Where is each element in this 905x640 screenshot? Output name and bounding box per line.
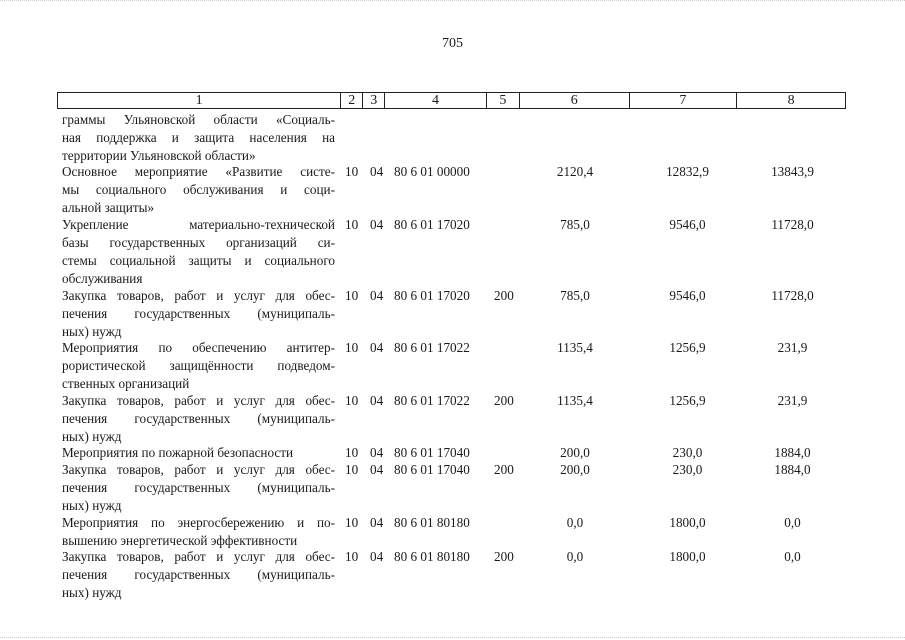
cell-c6: 785,0 bbox=[560, 288, 590, 303]
cell-c4: 80 6 01 17020 bbox=[394, 217, 470, 232]
description-line: Закупка товаров, работ и услуг для обес- bbox=[62, 288, 335, 303]
cell-c3: 04 bbox=[370, 217, 384, 232]
cell-c8: 231,9 bbox=[777, 340, 808, 355]
row-description bbox=[62, 514, 335, 550]
description-line: Укрепление материально-технической bbox=[62, 217, 335, 232]
cell-c3: 04 bbox=[370, 393, 384, 408]
cell-c6: 1135,4 bbox=[557, 393, 593, 408]
cell-c4: 80 6 01 17022 bbox=[394, 340, 470, 355]
row-description bbox=[62, 444, 335, 462]
cell-c7: 9546,0 bbox=[669, 288, 706, 303]
cell-c8: 11728,0 bbox=[771, 217, 814, 232]
cell-c6: 785,0 bbox=[560, 217, 590, 232]
cell-c8: 0,0 bbox=[784, 515, 801, 530]
cell-c7: 9546,0 bbox=[669, 217, 706, 232]
cell-c5: 200 bbox=[494, 288, 514, 303]
cell-c6: 1135,4 bbox=[557, 340, 593, 355]
cell-c4: 80 6 01 00000 bbox=[394, 164, 470, 179]
description-line: ственных организаций bbox=[62, 376, 190, 391]
cell-c7: 1800,0 bbox=[669, 515, 706, 530]
cell-c3: 04 bbox=[370, 549, 384, 564]
cell-c4: 80 6 01 17020 bbox=[394, 288, 470, 303]
header-col-3: 3 bbox=[363, 93, 385, 108]
cell-c2: 10 bbox=[345, 462, 359, 477]
cell-c3: 04 bbox=[370, 462, 384, 477]
header-col-2: 2 bbox=[341, 93, 363, 108]
description-line: печения государственных (муниципаль- bbox=[62, 411, 335, 426]
cell-c2: 10 bbox=[345, 340, 359, 355]
cell-c2: 10 bbox=[345, 164, 359, 179]
description-line: базы государственных организаций си- bbox=[62, 235, 335, 250]
cell-c8: 1884,0 bbox=[774, 462, 811, 477]
description-line: ная поддержка и защита населения на bbox=[62, 130, 335, 145]
cell-c4: 80 6 01 80180 bbox=[394, 549, 470, 564]
description-line: печения государственных (муниципаль- bbox=[62, 567, 335, 582]
cell-c2: 10 bbox=[345, 288, 359, 303]
cell-c5: 200 bbox=[494, 462, 514, 477]
row-description bbox=[62, 287, 335, 341]
description-line: Основное мероприятие «Развитие систе- bbox=[62, 164, 335, 179]
cell-c6: 200,0 bbox=[560, 462, 590, 477]
cell-c5: 200 bbox=[494, 549, 514, 564]
cell-c3: 04 bbox=[370, 340, 384, 355]
cell-c2: 10 bbox=[345, 445, 359, 460]
cell-c7: 12832,9 bbox=[666, 164, 709, 179]
description-line: вышению энергетической эффективности bbox=[62, 533, 298, 548]
row-description bbox=[62, 392, 335, 446]
description-line: территории Ульяновской области» bbox=[62, 148, 256, 163]
cell-c8: 231,9 bbox=[777, 393, 808, 408]
description-line: ных) нужд bbox=[62, 498, 122, 513]
page-number: 705 bbox=[442, 36, 463, 51]
header-col-7: 7 bbox=[630, 93, 738, 108]
description-line: Мероприятия по пожарной безопасности bbox=[62, 445, 294, 460]
description-line: печения государственных (муниципаль- bbox=[62, 306, 335, 321]
cell-c2: 10 bbox=[345, 217, 359, 232]
description-line: стемы социальной защиты и социального bbox=[62, 253, 335, 268]
header-col-6: 6 bbox=[520, 93, 630, 108]
description-line: альной защиты» bbox=[62, 200, 155, 215]
cell-c7: 1256,9 bbox=[669, 393, 706, 408]
cell-c4: 80 6 01 17040 bbox=[394, 445, 470, 460]
cell-c3: 04 bbox=[370, 164, 384, 179]
scan-edge-bottom bbox=[0, 631, 905, 638]
row-description bbox=[62, 461, 335, 515]
cell-c6: 2120,4 bbox=[556, 164, 594, 179]
cell-c7: 1800,0 bbox=[669, 549, 706, 564]
cell-c5: 200 bbox=[494, 393, 514, 408]
cell-c4: 80 6 01 80180 bbox=[394, 515, 470, 530]
header-col-8: 8 bbox=[787, 93, 795, 108]
cell-c2: 10 bbox=[345, 515, 359, 530]
header-col-1: 1 bbox=[58, 93, 341, 108]
cell-c6: 200,0 bbox=[560, 445, 590, 460]
description-line: обслуживания bbox=[62, 271, 143, 286]
description-line: мы социального обслуживания и соци- bbox=[62, 182, 335, 197]
description-line: ных) нужд bbox=[62, 324, 122, 339]
description-line: Закупка товаров, работ и услуг для обес- bbox=[62, 393, 335, 408]
description-line: Закупка товаров, работ и услуг для обес- bbox=[62, 549, 335, 564]
cell-c3: 04 bbox=[370, 515, 384, 530]
description-line: ных) нужд bbox=[62, 429, 122, 444]
cell-c8: 0,0 bbox=[784, 549, 801, 564]
description-line: Мероприятия по обеспечению антитер- bbox=[62, 340, 335, 355]
cell-c8: 11728,0 bbox=[771, 288, 814, 303]
cell-c4: 80 6 01 17040 bbox=[394, 462, 470, 477]
cell-c4: 80 6 01 17022 bbox=[394, 393, 470, 408]
cell-c8: 1884,0 bbox=[774, 445, 811, 460]
cell-c3: 04 bbox=[370, 288, 384, 303]
row-description bbox=[62, 111, 335, 165]
cell-c7: 230,0 bbox=[672, 462, 703, 477]
description-line: граммы Ульяновской области «Социаль- bbox=[62, 112, 335, 127]
cell-c7: 1256,9 bbox=[669, 340, 706, 355]
row-description bbox=[62, 163, 335, 217]
table-header bbox=[57, 92, 846, 109]
description-line: печения государственных (муниципаль- bbox=[62, 480, 335, 495]
description-line: рористической защищённости подведом- bbox=[62, 358, 335, 373]
cell-c2: 10 bbox=[345, 393, 359, 408]
cell-c8: 13843,9 bbox=[771, 164, 814, 179]
header-col-5: 5 bbox=[487, 93, 520, 108]
scan-edge-top bbox=[0, 0, 905, 7]
description-line: Закупка товаров, работ и услуг для обес- bbox=[62, 462, 335, 477]
header-col-4: 4 bbox=[385, 93, 487, 108]
description-line: Мероприятия по энергосбережению и по- bbox=[62, 515, 335, 530]
row-description bbox=[62, 339, 335, 393]
cell-c2: 10 bbox=[345, 549, 359, 564]
cell-c3: 04 bbox=[370, 445, 384, 460]
row-description bbox=[62, 548, 335, 602]
cell-c6: 0,0 bbox=[566, 515, 584, 530]
cell-c6: 0,0 bbox=[566, 549, 584, 564]
row-description bbox=[62, 216, 335, 288]
description-line: ных) нужд bbox=[62, 585, 122, 600]
cell-c7: 230,0 bbox=[672, 445, 703, 460]
